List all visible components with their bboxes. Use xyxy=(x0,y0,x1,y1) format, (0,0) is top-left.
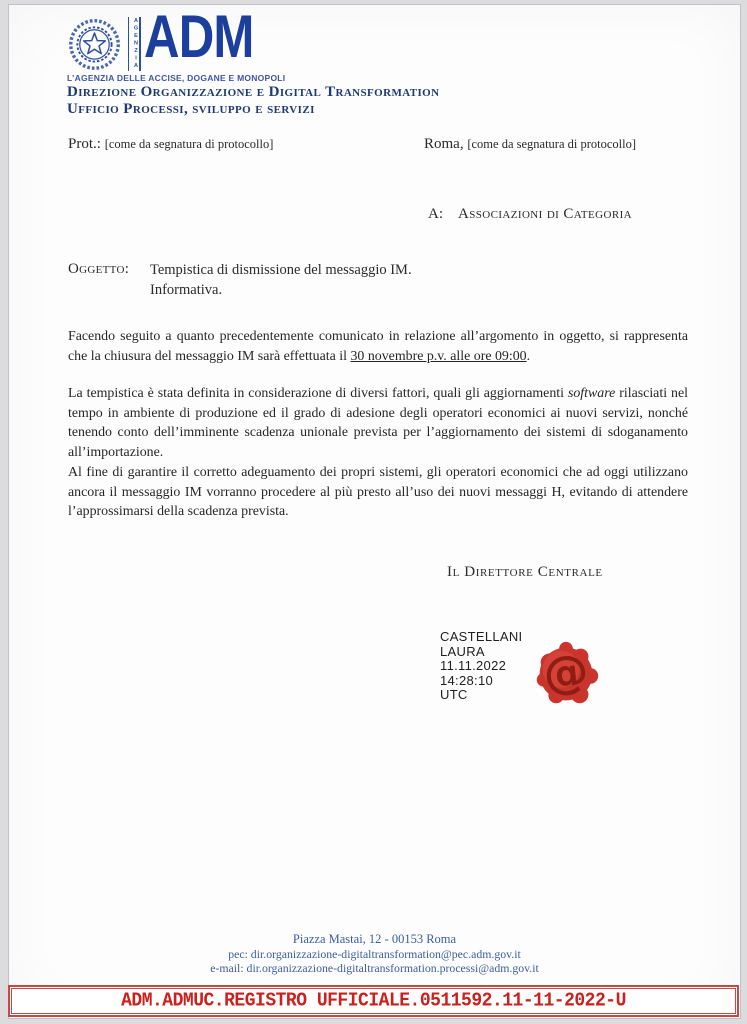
place-label: Roma, xyxy=(424,136,464,152)
stamp-surname: CASTELLANI xyxy=(440,629,523,644)
recipient-name: Associazioni di Categoria xyxy=(458,206,632,222)
stamp-timezone: UTC xyxy=(440,687,468,702)
stamp-firstname: LAURA xyxy=(440,643,485,659)
wax-seal-at-icon xyxy=(527,632,605,716)
subject-line-2: Informativa. xyxy=(150,281,223,298)
adm-logo-wordmark: ADM xyxy=(144,3,254,70)
footer-pec: pec: dir.organizzazione-digitaltransformation@pec.adm.gov.it xyxy=(228,946,521,961)
recipient-line xyxy=(428,206,632,223)
subject-text xyxy=(150,261,570,300)
stamp-time: 14:28:10 xyxy=(440,672,494,688)
letter-footer xyxy=(9,932,740,976)
p1-text: Facendo seguito a quanto precedentemente comunicato in relazione all’argomento in oggetto, si rappresenta che la chiusura del messaggio IM sarà effettuata il xyxy=(68,329,688,364)
stamp-date: 11.11.2022 xyxy=(440,658,507,673)
protocol-label: Prot.: xyxy=(68,136,101,152)
department-line-1: Direzione Organizzazione e Digital Transformation xyxy=(67,84,440,100)
seal-at-glyph: @ xyxy=(540,643,591,701)
date-placeholder: [come da segnatura di protocollo] xyxy=(467,137,637,151)
agency-tagline: L’AGENZIA DELLE ACCISE, DOGANE E MONOPOLI xyxy=(67,73,286,83)
footer-address: Piazza Mastai, 12 - 00153 Roma xyxy=(292,932,457,946)
agenzia-vertical-label: AGENZIA xyxy=(128,17,141,71)
footer-email: e-mail: dir.organizzazione-digitaltransformation.processi@adm.gov.it xyxy=(210,961,539,975)
subject-line-1: Tempistica di dismissione del messaggio IM. xyxy=(150,262,412,278)
registry-protocol-band xyxy=(8,985,739,1017)
p2-text-end: rilasciati nel tempo in ambiente di produzione ed il grado di adesione degli operatori economici ai nuovi servizi, nonché tenendo conto dell’imminente scadenza unionale prevista per l’aggiornamento dei sistemi di sdoganamento all’importazione. xyxy=(68,386,688,460)
p2-text-start: La tempistica è stata definita in considerazione di diversi fattori, quali gli aggiornamenti xyxy=(68,386,568,401)
p1-period: . xyxy=(526,348,531,364)
recipient-label: A: xyxy=(428,206,443,222)
p1-underlined-deadline: 30 novembre p.v. alle ore 09:00 xyxy=(350,348,527,364)
protocol-number-line xyxy=(68,136,273,153)
body-paragraph-1 xyxy=(68,327,688,366)
place-date-line xyxy=(424,136,636,153)
p2-italic-word: software xyxy=(567,386,616,401)
department-line-2: Ufficio Processi, sviluppo e servizi xyxy=(67,101,315,117)
director-title: Il Direttore Centrale xyxy=(447,564,603,580)
registry-band-inner-border xyxy=(11,988,736,1014)
digital-signature-stamp xyxy=(440,630,522,703)
body-paragraph-2 xyxy=(68,384,688,462)
protocol-placeholder: [come da segnatura di protocollo] xyxy=(104,137,274,151)
subject-label: Oggetto: xyxy=(68,261,130,277)
body-paragraph-3: Al fine di garantire il corretto adeguamento dei propri sistemi, gli operatori economici che ad oggi utilizzano ancora il messaggio IM vorranno procedere al più presto all’uso dei nuovi messaggi H, evitando di attendere l’approssimarsi della scadenza prevista. xyxy=(68,465,688,519)
italy-emblem-icon xyxy=(66,15,123,72)
registry-protocol-number: ADM.ADMUC.REGISTRO UFFICIALE.0511592.11-11-2022-U xyxy=(121,990,626,1012)
